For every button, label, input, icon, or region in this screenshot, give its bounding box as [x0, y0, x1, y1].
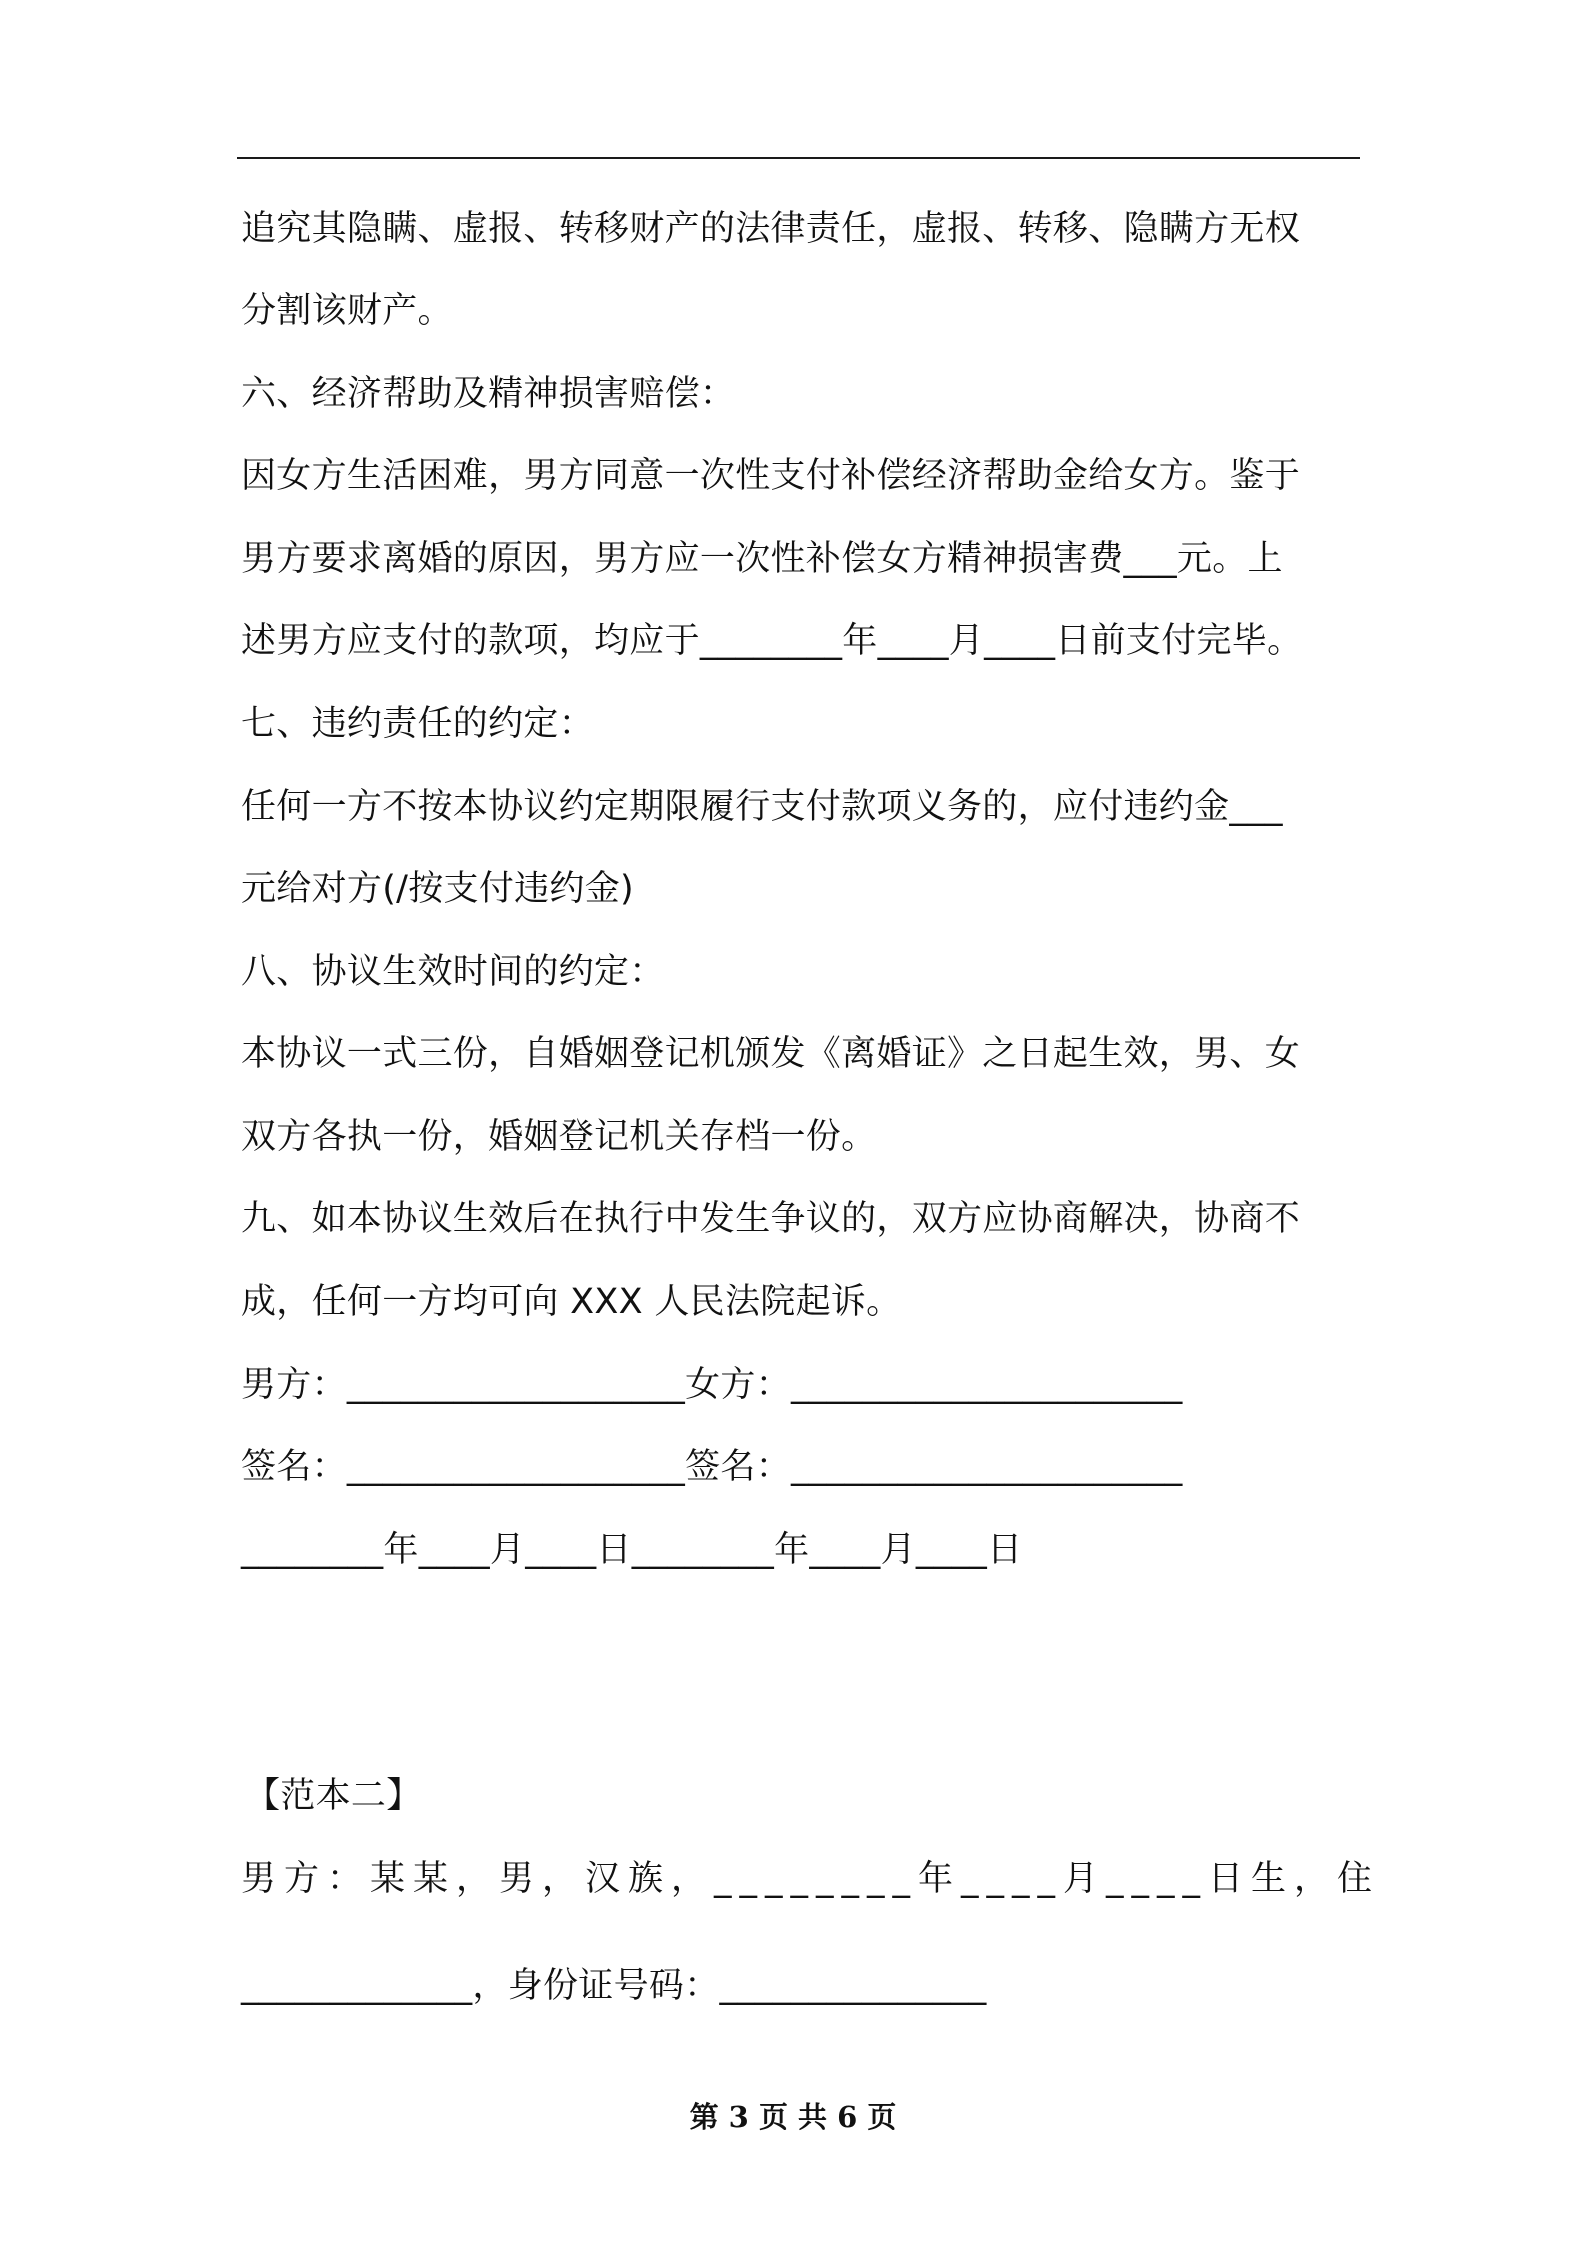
para-line-1: 追究其隐瞒、虚报、转移财产的法律责任，虚报、转移、隐瞒方无权 — [241, 209, 1301, 249]
section-heading-8: 八、协议生效时间的约定： — [241, 952, 665, 992]
header-rule — [237, 157, 1360, 159]
para-line-5: 男方要求离婚的原因，男方应一次性补偿女方精神损害费___元。上 — [241, 539, 1283, 579]
signature-party-line: 男方：___________________女方：______________________ — [241, 1365, 1183, 1405]
id-number-line: _____________，身份证号码：_______________ — [241, 1966, 987, 2006]
party-info-line: 男方：某某，男，汉族，________年____月____日生，住 — [241, 1859, 1381, 1899]
section-heading-6: 六、经济帮助及精神损害赔偿： — [241, 374, 736, 414]
para-line-4: 因女方生活困难，男方同意一次性支付补偿经济帮助金给女方。鉴于 — [241, 456, 1301, 496]
signature-date-line: ________年____月____日________年____月____日 — [241, 1530, 1023, 1570]
para-line-12: 双方各执一份，婚姻登记机关存档一份。 — [241, 1117, 877, 1157]
page-number-footer: 第 3 页 共 6 页 — [689, 2100, 897, 2134]
para-line-14: 成，任何一方均可向 XXX 人民法院起诉。 — [241, 1282, 902, 1322]
section-heading-7: 七、违约责任的约定： — [241, 704, 595, 744]
template-two-heading: 【范本二】 — [245, 1776, 422, 1816]
para-line-9: 元给对方(/按支付违约金) — [241, 869, 635, 909]
para-line-2: 分割该财产。 — [241, 291, 453, 331]
para-line-11: 本协议一式三份，自婚姻登记机颁发《离婚证》之日起生效，男、女 — [241, 1034, 1301, 1074]
section-heading-9: 九、如本协议生效后在执行中发生争议的，双方应协商解决，协商不 — [241, 1199, 1301, 1239]
signature-name-line: 签名：___________________签名：______________________ — [241, 1447, 1183, 1487]
para-line-8: 任何一方不按本协议约定期限履行支付款项义务的，应付违约金___ — [241, 787, 1283, 827]
para-line-6: 述男方应支付的款项，均应于________年____月____日前支付完毕。 — [241, 621, 1303, 661]
